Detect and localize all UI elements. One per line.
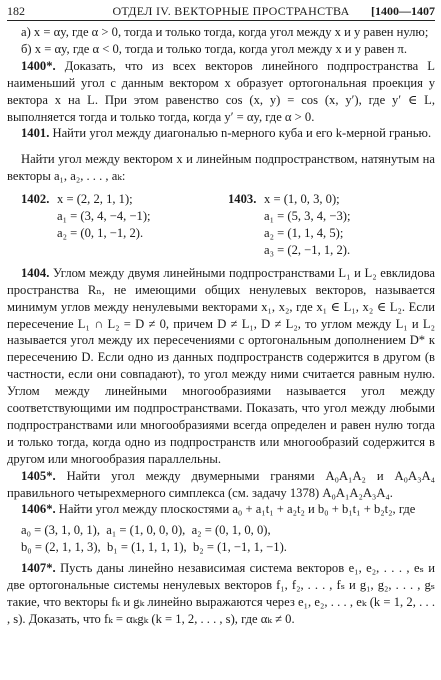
examples-1402-1403 [21, 191, 435, 259]
vector-a1: a₁ = (5, 3, 4, −3); [264, 209, 351, 224]
vector-a2: a₂ = (0, 1, −1, 2). [57, 225, 144, 240]
problem-number: 1401. [21, 126, 50, 141]
problem-1401 [7, 125, 435, 142]
problem-text: Углом между двумя линейными подпространствами L₁ и L₂ евклидова пространства Rₙ, не имеющими общих ненулевых векторов, называется минимум углов между ненулевыми векторами x₁, x₂, где x₁ ∈ L₁, x₂ ∈ L₂. Если пересечение L₁ ∩ L₂ = D ≠ 0, причем D ≠ L₁, D ≠ L₂, то углом между L₁ и L₂ называется угол между их пересечениями с ортогональным дополнением D* к пересечению D. Если одно из данных подпространств содержится в другом (в частности, если они совпадают), то угол между ними считается равным нулю. Углом между линейными многообразиями называется угол между соответствующими им подпространствами. Показать, что угол между любыми подпространствами или многообразиями всегда определен и равен нулю тогда и только тогда, когда одно из подпространств или многообразий содержится в другом или многообразия параллельны. [7, 265, 435, 466]
item-a: а) x = αy, где α > 0, тогда и только тогда, когда угол между x и y равен нулю; [21, 25, 429, 39]
vector-a1: a₁ = (1, 0, 0, 0), [106, 523, 186, 538]
problem-text: Найти угол между диагональю n-мерного куба и его k-мерной гранью. [52, 126, 432, 141]
vector-a3: a₃ = (2, −1, 1, 2). [264, 242, 351, 257]
vector-a2: a₂ = (1, 1, 4, 5); [264, 225, 344, 240]
vector-x: x = (2, 2, 1, 1); [57, 192, 133, 207]
item-b: б) x = αy, где α < 0, тогда и только тогда, когда угол между x и y равен π. [21, 41, 407, 56]
spacer [7, 142, 435, 151]
problem-number: 1404. [21, 265, 50, 280]
vector-b1: b₁ = (1, 1, 1, 1), [107, 540, 187, 555]
problem-text: Доказать, что из всех векторов линейного подпространства L наименьший угол с данным вектором x образует ортогональная проекция y вектора x на L. При этом равенство cos (x, y) = cos (x, y′), где y′ ∈ L, выполняется тогда и только тогда, когда y′ = αy, где α > 0. [7, 58, 435, 124]
problem-text: Пусть даны линейно независимая система векторов e₁, e₂, . . . , eₛ и две ортогональные системы ненулевых векторов f₁, f₂, . . . , fₛ и g₁, g₂, . . . , gₛ такие, что векторы fₖ и gₖ линейно выражаются через e₁, e₂, . . . , eₖ (k = 1, 2, . . . , s). Доказать, что fₖ = αₖgₖ (k = 1, 2, . . . , s), где αₖ ≠ 0. [7, 561, 435, 626]
problem-range: [1400—1407 [371, 4, 435, 18]
problem-number: 1405*. [21, 468, 56, 483]
problem-number: 1406*. [21, 502, 56, 517]
problem-number: 1400*. [21, 58, 56, 73]
problem-1404 [7, 265, 435, 468]
book-page [7, 3, 435, 628]
group-intro: Найти угол между вектором x и линейным подпространством, натянутым на векторы a₁, a₂, . . . , aₖ: [7, 152, 435, 184]
problem-1402 [21, 191, 228, 259]
vector-b0: b₀ = (2, 1, 1, 3), [21, 540, 101, 555]
vector-b2: b₂ = (1, −1, 1, −1). [193, 540, 287, 555]
problem-1407 [7, 560, 435, 628]
problem-number: 1407*. [21, 561, 56, 576]
problem-text: Найти угол между плоскостями a₀ + a₁t₁ + a₂t₂ и b₀ + b₁t₁ + b₂t₂, где [58, 502, 416, 517]
section-title: ОТДЕЛ IV. ВЕКТОРНЫЕ ПРОСТРАНСТВА [112, 4, 350, 18]
header-rule [7, 20, 435, 21]
problem-number: 1403. [228, 192, 257, 207]
problem-1406 [7, 501, 435, 518]
running-header [7, 3, 435, 19]
problem-1405 [7, 468, 435, 502]
vector-a2: a₂ = (0, 1, 0, 0), [191, 523, 271, 538]
problem-text: Найти угол между двумерными гранями A₀A₁A₂ и A₀A₃A₄ правильного четырехмерного симплекса (см. задачу 1378) A₀A₁A₂A₃A₄. [7, 468, 435, 500]
problem-number: 1402. [21, 192, 50, 207]
page-number: 182 [7, 4, 25, 18]
problem-1400 [7, 58, 435, 126]
vector-a0: a₀ = (3, 1, 0, 1), [21, 523, 100, 538]
vector-x: x = (1, 0, 3, 0); [264, 192, 340, 207]
problem-1403 [228, 191, 435, 259]
problem-1406-vectors [21, 522, 435, 556]
vector-a1: a₁ = (3, 4, −4, −1); [57, 209, 151, 224]
